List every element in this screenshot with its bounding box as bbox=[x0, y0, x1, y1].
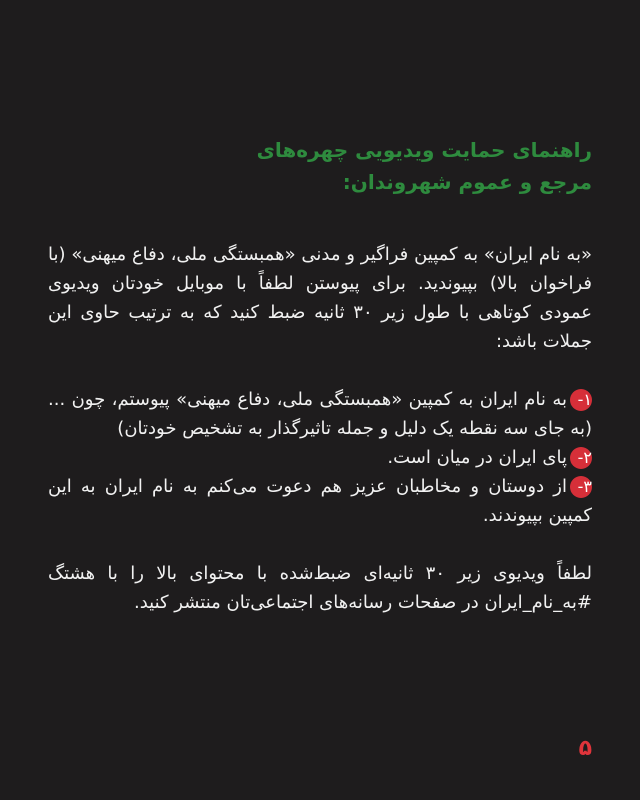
sentence-list bbox=[48, 385, 592, 530]
item-number-badge: ۲- bbox=[570, 447, 592, 469]
list-item bbox=[48, 472, 592, 530]
list-item bbox=[48, 385, 592, 443]
page-number: ۵ bbox=[578, 736, 592, 761]
item-text: پای ایران در میان است. bbox=[387, 447, 567, 468]
intro-paragraph: «به نام ایران» به کمپین فراگیر و مدنی «همبستگی ملی، دفاع میهنی» (با فراخوان بالا) بپیوندید. برای پیوستن لطفاً با موبایل خودتان ویدیوی عمودی کوتاهی با طول زیر ۳۰ ثانیه ضبط کنید که به ترتیب حاوی این جملات باشد: bbox=[48, 244, 592, 352]
heading-line-1: راهنمای حمایت ویدیویی چهره‌های bbox=[256, 138, 592, 162]
heading-line-2: مرجع و عموم شهروندان: bbox=[342, 170, 592, 194]
item-text: از دوستان و مخاطبان عزیز هم دعوت می‌کنم به نام ایران به این کمپین بپیوندند. bbox=[48, 476, 592, 526]
item-text: به نام ایران به کمپین «همبستگی ملی، دفاع میهنی» پیوستم، چون ... (به جای سه نقطه یک دلیل و جمله تاثیرگذار به تشخیص خودتان) bbox=[48, 389, 592, 439]
page-heading bbox=[48, 134, 592, 198]
item-number-badge: ۱- bbox=[570, 389, 592, 411]
item-number-badge: ۳- bbox=[570, 476, 592, 498]
closing-paragraph: لطفاً ویدیوی زیر ۳۰ ثانیه‌ای ضبط‌شده با محتوای بالا را با هشتگ #به_نام_ایران در صفحات رسانه‌های اجتماعی‌تان منتشر کنید. bbox=[48, 563, 592, 613]
list-item bbox=[48, 443, 592, 472]
